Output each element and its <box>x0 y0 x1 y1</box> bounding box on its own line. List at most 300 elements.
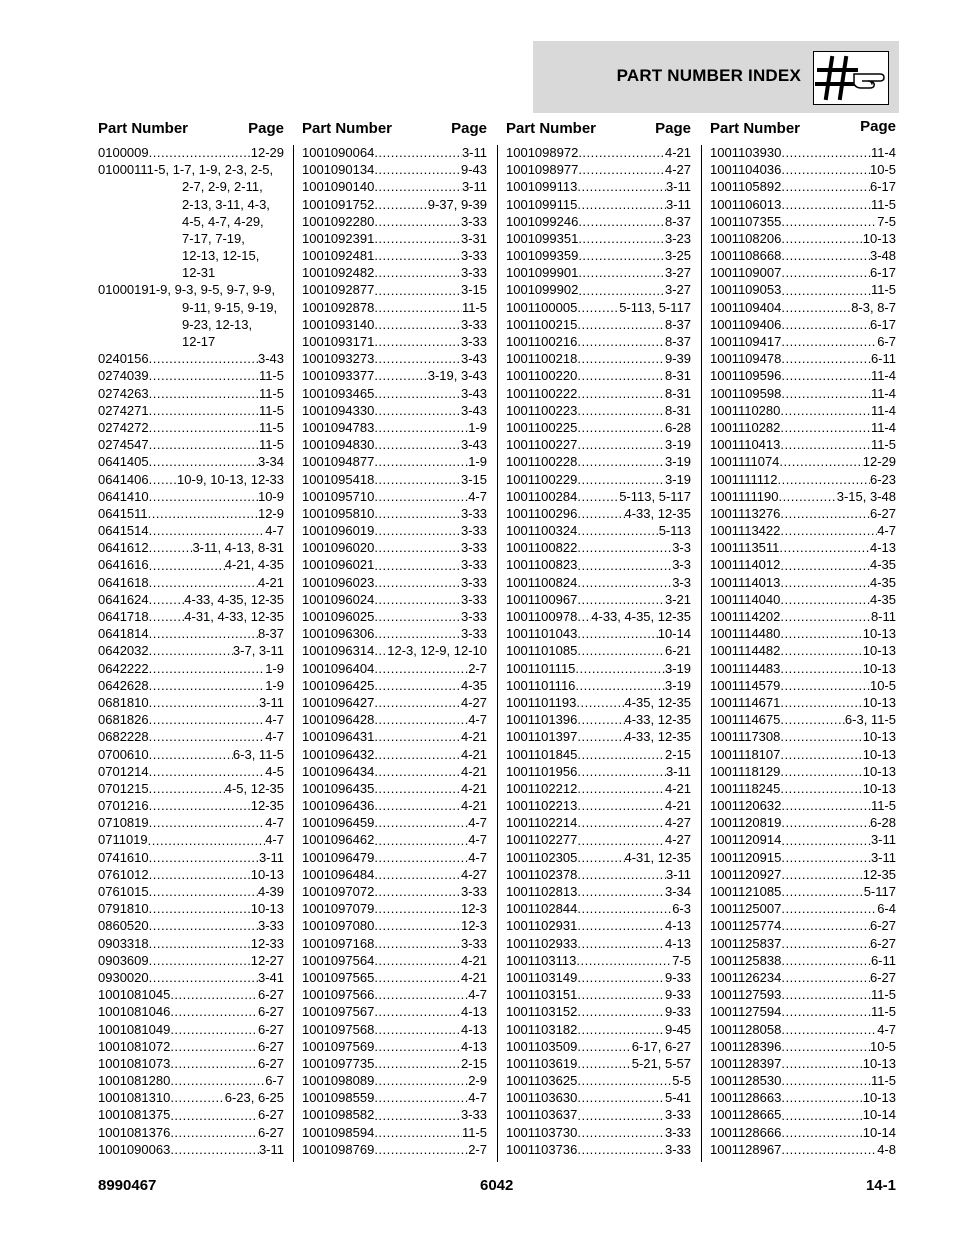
index-entry <box>98 917 284 934</box>
dot-leader <box>149 711 266 728</box>
part-number: 1001096431 <box>302 729 375 745</box>
index-entry <box>710 917 896 934</box>
dot-leader <box>374 230 461 247</box>
part-number: 1001096432 <box>302 746 375 762</box>
page-reference: 4-21 <box>664 798 691 814</box>
dot-leader <box>577 797 665 814</box>
entry-list <box>710 144 896 1158</box>
index-entry <box>302 402 487 419</box>
index-entry <box>506 333 691 350</box>
part-number: 1001114202 <box>710 609 781 625</box>
index-entry <box>710 1124 896 1141</box>
dot-leader <box>374 333 461 350</box>
dot-leader <box>374 488 468 505</box>
dot-leader <box>577 917 665 934</box>
index-entry <box>506 402 691 419</box>
part-number: 0711019 <box>98 832 148 848</box>
part-number: 0274039 <box>98 368 149 384</box>
dot-leader <box>149 660 266 677</box>
index-entry <box>506 591 691 608</box>
index-entry <box>302 832 487 849</box>
index-entry <box>302 247 487 264</box>
dot-leader <box>781 144 871 161</box>
index-entry <box>302 178 487 195</box>
part-number: 1001103182 <box>506 1021 578 1037</box>
page-reference: 3-23 <box>664 230 691 246</box>
index-entry <box>710 728 896 745</box>
dot-leader <box>374 574 461 591</box>
index-entry <box>98 642 284 659</box>
dot-leader <box>781 917 870 934</box>
part-number: 1001096019 <box>302 523 375 539</box>
page-reference: 3-33 <box>460 523 487 539</box>
page-reference: 3-27 <box>664 282 691 298</box>
footer-model: 6042 <box>480 1177 514 1194</box>
part-number: 1001096435 <box>302 780 375 796</box>
index-entry <box>710 350 896 367</box>
dot-leader <box>781 350 871 367</box>
part-number: 1001104036 <box>710 162 782 178</box>
dot-leader <box>374 316 461 333</box>
part-number: 0642222 <box>98 660 149 676</box>
index-entry <box>710 505 896 522</box>
page-reference: 3-43 <box>460 402 487 418</box>
index-entry <box>710 436 896 453</box>
page-reference: 4-7 <box>877 523 896 539</box>
page-reference: 4-5, 12-35 <box>224 780 284 796</box>
dot-leader <box>374 419 468 436</box>
index-entry <box>98 608 284 625</box>
dot-leader <box>374 178 462 195</box>
index-entry <box>302 711 487 728</box>
index-column-3 <box>506 120 691 1158</box>
index-entry <box>506 814 691 831</box>
index-entry <box>302 161 487 178</box>
part-number: 1001103625 <box>506 1073 578 1089</box>
part-number: 1001127594 <box>710 1004 782 1020</box>
part-number: 1001121085 <box>710 884 782 900</box>
part-number: 1001096020 <box>302 540 375 556</box>
part-number: 1001111190 <box>710 488 779 504</box>
index-entry <box>302 1124 487 1141</box>
dot-leader <box>577 367 665 384</box>
part-number: 1001128530 <box>710 1073 782 1089</box>
index-entry <box>98 453 284 470</box>
entry-continuation: 7-17, 7-19, <box>182 230 245 246</box>
dot-leader <box>779 453 862 470</box>
page-reference: 11-5 <box>870 282 896 298</box>
page-reference: 10-13 <box>862 230 896 246</box>
part-number: 1001099246 <box>506 213 579 229</box>
part-number: 1001101043 <box>506 626 578 642</box>
dot-leader <box>578 230 665 247</box>
index-entry <box>98 1038 284 1055</box>
part-number: 1001099113 <box>506 179 578 195</box>
part-number: 1001128665 <box>710 1107 782 1123</box>
page-reference: 6-27 <box>257 1107 284 1123</box>
page-reference: 3-34 <box>257 454 284 470</box>
dot-leader <box>577 1107 665 1124</box>
page-reference: 4-33, 12-35 <box>624 712 691 728</box>
dot-leader <box>781 1021 877 1038</box>
dot-leader <box>577 196 666 213</box>
part-number: 1001097566 <box>302 987 375 1003</box>
footer-doc-number: 8990467 <box>98 1177 157 1194</box>
page-reference: 10-9, 10-13, 12-33 <box>177 471 284 487</box>
entry-continuation: 4-5, 4-7, 4-29, <box>182 213 264 229</box>
dot-leader <box>374 969 461 986</box>
dot-leader <box>781 1055 862 1072</box>
dot-leader <box>149 402 259 419</box>
index-entry <box>506 1038 691 1055</box>
index-entry <box>302 505 487 522</box>
index-entry <box>710 711 896 728</box>
part-number: 1001109404 <box>710 299 782 315</box>
dot-leader <box>577 299 619 316</box>
page-reference: 10-14 <box>657 626 691 642</box>
dot-leader <box>577 969 665 986</box>
part-number: 1001117308 <box>710 729 781 745</box>
part-number: 1001100005 <box>506 299 578 315</box>
index-entry <box>710 1072 896 1089</box>
part-number: 1001113422 <box>710 523 781 539</box>
part-number: 0641410 <box>98 488 149 504</box>
index-entry <box>710 522 896 539</box>
index-entry <box>98 1089 284 1106</box>
page-reference: 5-5 <box>672 1073 691 1089</box>
part-number: 1001092391 <box>302 230 375 246</box>
dot-leader <box>577 505 624 522</box>
page-reference: 11-4 <box>870 385 896 401</box>
part-number: 1001098089 <box>302 1073 375 1089</box>
part-number: 1001114482 <box>710 643 781 659</box>
part-number: 1001120914 <box>710 832 782 848</box>
dot-leader <box>374 746 461 763</box>
part-number: 0641405 <box>98 454 149 470</box>
dot-leader <box>170 1089 224 1106</box>
part-number: 1001100220 <box>506 368 578 384</box>
index-entry <box>506 832 691 849</box>
index-entry <box>710 488 896 505</box>
part-number: 1001100823 <box>506 557 578 573</box>
part-number: 1001118129 <box>710 763 781 779</box>
dot-leader <box>148 832 266 849</box>
page-reference: 6-11 <box>870 351 896 367</box>
page-reference: 4-35, 12-35 <box>624 694 691 710</box>
index-entry <box>98 797 284 814</box>
page-reference: 10-5 <box>869 1038 896 1054</box>
dot-leader <box>275 161 284 178</box>
header-part-number: Part Number <box>710 120 801 137</box>
index-entry <box>506 299 691 316</box>
part-number: 1001093465 <box>302 385 375 401</box>
dot-leader <box>778 488 836 505</box>
dot-leader <box>149 385 259 402</box>
part-number: 0642032 <box>98 643 149 659</box>
index-entry <box>98 832 284 849</box>
part-number: 1001101116 <box>506 677 576 693</box>
part-number: 1001101397 <box>506 729 578 745</box>
page-reference: 4-21 <box>460 729 487 745</box>
part-number: 1001093273 <box>302 351 375 367</box>
page-reference: 4-8 <box>877 1141 896 1157</box>
index-entry <box>302 677 487 694</box>
part-number: 1001103637 <box>506 1107 578 1123</box>
index-entry <box>710 196 896 213</box>
index-entry <box>302 264 487 281</box>
index-entry <box>506 952 691 969</box>
dot-leader <box>777 471 869 488</box>
dot-leader <box>374 625 461 642</box>
dot-leader <box>374 728 461 745</box>
dot-leader <box>577 1089 665 1106</box>
index-entry <box>98 471 284 488</box>
part-number: 1001093171 <box>302 334 375 350</box>
index-entry <box>302 333 487 350</box>
page-reference: 4-21 <box>460 763 487 779</box>
index-entry <box>98 780 284 797</box>
dot-leader <box>577 488 619 505</box>
index-entry <box>302 866 487 883</box>
part-number: 0100009 <box>98 144 149 160</box>
page-reference: 12-27 <box>250 952 284 968</box>
dot-leader <box>149 883 258 900</box>
dot-leader <box>149 539 193 556</box>
dot-leader <box>374 900 461 917</box>
part-number: 1001114013 <box>710 574 781 590</box>
page-reference: 10-13 <box>862 660 896 676</box>
dot-leader <box>577 574 672 591</box>
page-reference: 5-113, 5-117 <box>619 488 691 504</box>
index-entry <box>98 591 284 608</box>
page-reference: 5-21, 5-57 <box>631 1055 691 1071</box>
dot-leader <box>149 952 251 969</box>
index-entry <box>710 539 896 556</box>
part-number: 1001102305 <box>506 849 578 865</box>
part-number: 1001093377 <box>302 368 375 384</box>
dot-leader <box>577 935 665 952</box>
page-reference: 3-41 <box>257 969 284 985</box>
page-reference: 4-13 <box>460 1004 487 1020</box>
dot-leader <box>149 625 258 642</box>
index-entry <box>506 780 691 797</box>
dot-leader <box>577 986 665 1003</box>
index-entry <box>710 402 896 419</box>
index-entry <box>710 780 896 797</box>
part-number: 0903318 <box>98 935 149 951</box>
page-reference: 4-21 <box>460 952 487 968</box>
dot-leader <box>780 505 870 522</box>
part-number: 1001109053 <box>710 282 782 298</box>
part-number: 1001114012 <box>710 557 781 573</box>
page-reference: 4-7 <box>468 849 487 865</box>
page-reference: 4-35 <box>869 574 896 590</box>
dot-leader <box>781 1089 862 1106</box>
dot-leader <box>148 505 258 522</box>
dot-leader <box>374 1003 461 1020</box>
index-entry <box>302 1055 487 1072</box>
dot-leader <box>374 247 461 264</box>
index-entry <box>302 969 487 986</box>
page-reference: 4-31, 4-33, 12-35 <box>184 609 284 625</box>
index-entry <box>98 935 284 952</box>
dot-leader <box>577 642 665 659</box>
index-entry <box>710 144 896 161</box>
page-reference: 3-33 <box>460 248 487 264</box>
part-number: 1001103930 <box>710 144 782 160</box>
index-entry <box>506 247 691 264</box>
part-number: 1001128967 <box>710 1141 782 1157</box>
index-entry <box>506 986 691 1003</box>
dot-leader <box>780 402 871 419</box>
dot-leader <box>149 780 225 797</box>
page-reference: 11-4 <box>870 144 896 160</box>
page-reference: 6-27 <box>869 918 896 934</box>
page-title: PART NUMBER INDEX <box>616 66 801 85</box>
page-reference: 3-11 <box>665 866 691 882</box>
part-number: 1001103630 <box>506 1090 578 1106</box>
page-reference: 6-27 <box>869 935 896 951</box>
page-reference: 11-4 <box>870 402 896 418</box>
page-reference: 4-7 <box>265 729 284 745</box>
part-number: 1001096023 <box>302 574 375 590</box>
index-column-4 <box>710 120 896 1158</box>
index-entry <box>98 1107 284 1124</box>
page-reference: 4-7 <box>468 987 487 1003</box>
part-number: 1001096425 <box>302 677 375 693</box>
dot-leader <box>577 471 665 488</box>
index-entry <box>98 505 284 522</box>
dot-leader <box>149 969 258 986</box>
index-entry <box>506 900 691 917</box>
part-number: 0930020 <box>98 969 149 985</box>
part-number: 0681810 <box>98 694 149 710</box>
page-reference: 9-33 <box>664 969 691 985</box>
entry-continuation: 9-23, 12-13, <box>182 316 253 332</box>
column-divider <box>497 145 498 1162</box>
dot-leader <box>170 1055 258 1072</box>
index-entry <box>506 969 691 986</box>
page-reference: 3-43 <box>460 385 487 401</box>
page-reference: 4-7 <box>265 712 284 728</box>
part-number: 1001102933 <box>506 935 578 951</box>
page-reference: 4-33, 12-35 <box>624 729 691 745</box>
page-reference: 4-33, 4-35, 12-35 <box>184 591 284 607</box>
dot-leader <box>576 952 672 969</box>
page-reference: 3-33 <box>460 609 487 625</box>
part-number: 1001100227 <box>506 437 578 453</box>
index-entry <box>98 539 284 556</box>
index-entry <box>710 694 896 711</box>
part-number: 0274263 <box>98 385 149 401</box>
dot-leader <box>780 557 870 574</box>
page-reference: 2-7 <box>468 660 487 676</box>
header-part-number: Part Number <box>302 120 393 137</box>
page-reference: 3-33 <box>460 591 487 607</box>
part-number: 1001109596 <box>710 368 782 384</box>
part-number: 1001103151 <box>506 987 578 1003</box>
index-entry <box>98 436 284 453</box>
dot-leader <box>578 247 665 264</box>
part-number: 1001109406 <box>710 316 782 332</box>
page-reference: 3-33 <box>460 265 487 281</box>
dot-leader <box>780 780 862 797</box>
dot-leader <box>577 453 665 470</box>
dot-leader <box>577 1003 665 1020</box>
page-reference: 10-13 <box>862 626 896 642</box>
part-number: 1001097569 <box>302 1038 375 1054</box>
part-number: 1001128396 <box>710 1038 782 1054</box>
page-reference: 1-9 <box>468 419 487 435</box>
page-reference: 3-19 <box>664 471 691 487</box>
part-number: 1001095418 <box>302 471 375 487</box>
part-number: 1001128397 <box>710 1055 782 1071</box>
dot-leader <box>577 866 666 883</box>
page-reference: 3-11 <box>461 179 487 195</box>
dot-leader <box>374 144 462 161</box>
index-entry <box>710 677 896 694</box>
part-number: 1001100218 <box>506 351 578 367</box>
part-number: 1001110280 <box>710 402 781 418</box>
part-number: 1001120819 <box>710 815 782 831</box>
index-entry <box>710 591 896 608</box>
dot-leader <box>577 557 672 574</box>
page-reference: 4-13 <box>869 540 896 556</box>
page-reference: 10-13 <box>862 1055 896 1071</box>
dot-leader <box>577 178 666 195</box>
index-entry <box>710 419 896 436</box>
dot-leader <box>780 711 845 728</box>
index-entry <box>710 1089 896 1106</box>
page-reference: 7-5 <box>672 952 691 968</box>
index-entry <box>710 866 896 883</box>
page-reference: 3-33 <box>460 505 487 521</box>
page-reference: 4-7 <box>468 832 487 848</box>
column-header <box>506 120 691 142</box>
entry-continuation: 12-13, 12-15, <box>182 248 260 264</box>
index-entry <box>302 763 487 780</box>
page-reference: 6-27 <box>257 1021 284 1037</box>
page-reference: 2-15 <box>460 1055 487 1071</box>
index-entry <box>302 522 487 539</box>
page-reference: 10-13 <box>862 780 896 796</box>
index-entry <box>710 660 896 677</box>
page-reference: 6-27 <box>869 969 896 985</box>
index-entry <box>302 1072 487 1089</box>
page-reference: 10-14 <box>862 1124 896 1140</box>
part-number: 1001103736 <box>506 1141 578 1157</box>
index-entry <box>710 213 896 230</box>
part-number: 1001081376 <box>98 1124 171 1140</box>
dot-leader <box>781 230 862 247</box>
part-number: 0641814 <box>98 626 149 642</box>
page-reference: 11-5 <box>870 1073 896 1089</box>
index-entry <box>710 316 896 333</box>
dot-leader <box>374 883 461 900</box>
page-reference: 10-13 <box>862 763 896 779</box>
part-number: 0682228 <box>98 729 149 745</box>
part-number: 1001102931 <box>506 918 578 934</box>
page-reference: 4-13 <box>664 935 691 951</box>
index-entry <box>98 814 284 831</box>
page-reference: 4-7 <box>468 815 487 831</box>
index-entry <box>98 557 284 574</box>
part-number: 1001094830 <box>302 437 375 453</box>
page-reference: 10-13 <box>862 643 896 659</box>
index-entry <box>710 247 896 264</box>
index-entry <box>98 350 284 367</box>
index-entry <box>710 883 896 900</box>
